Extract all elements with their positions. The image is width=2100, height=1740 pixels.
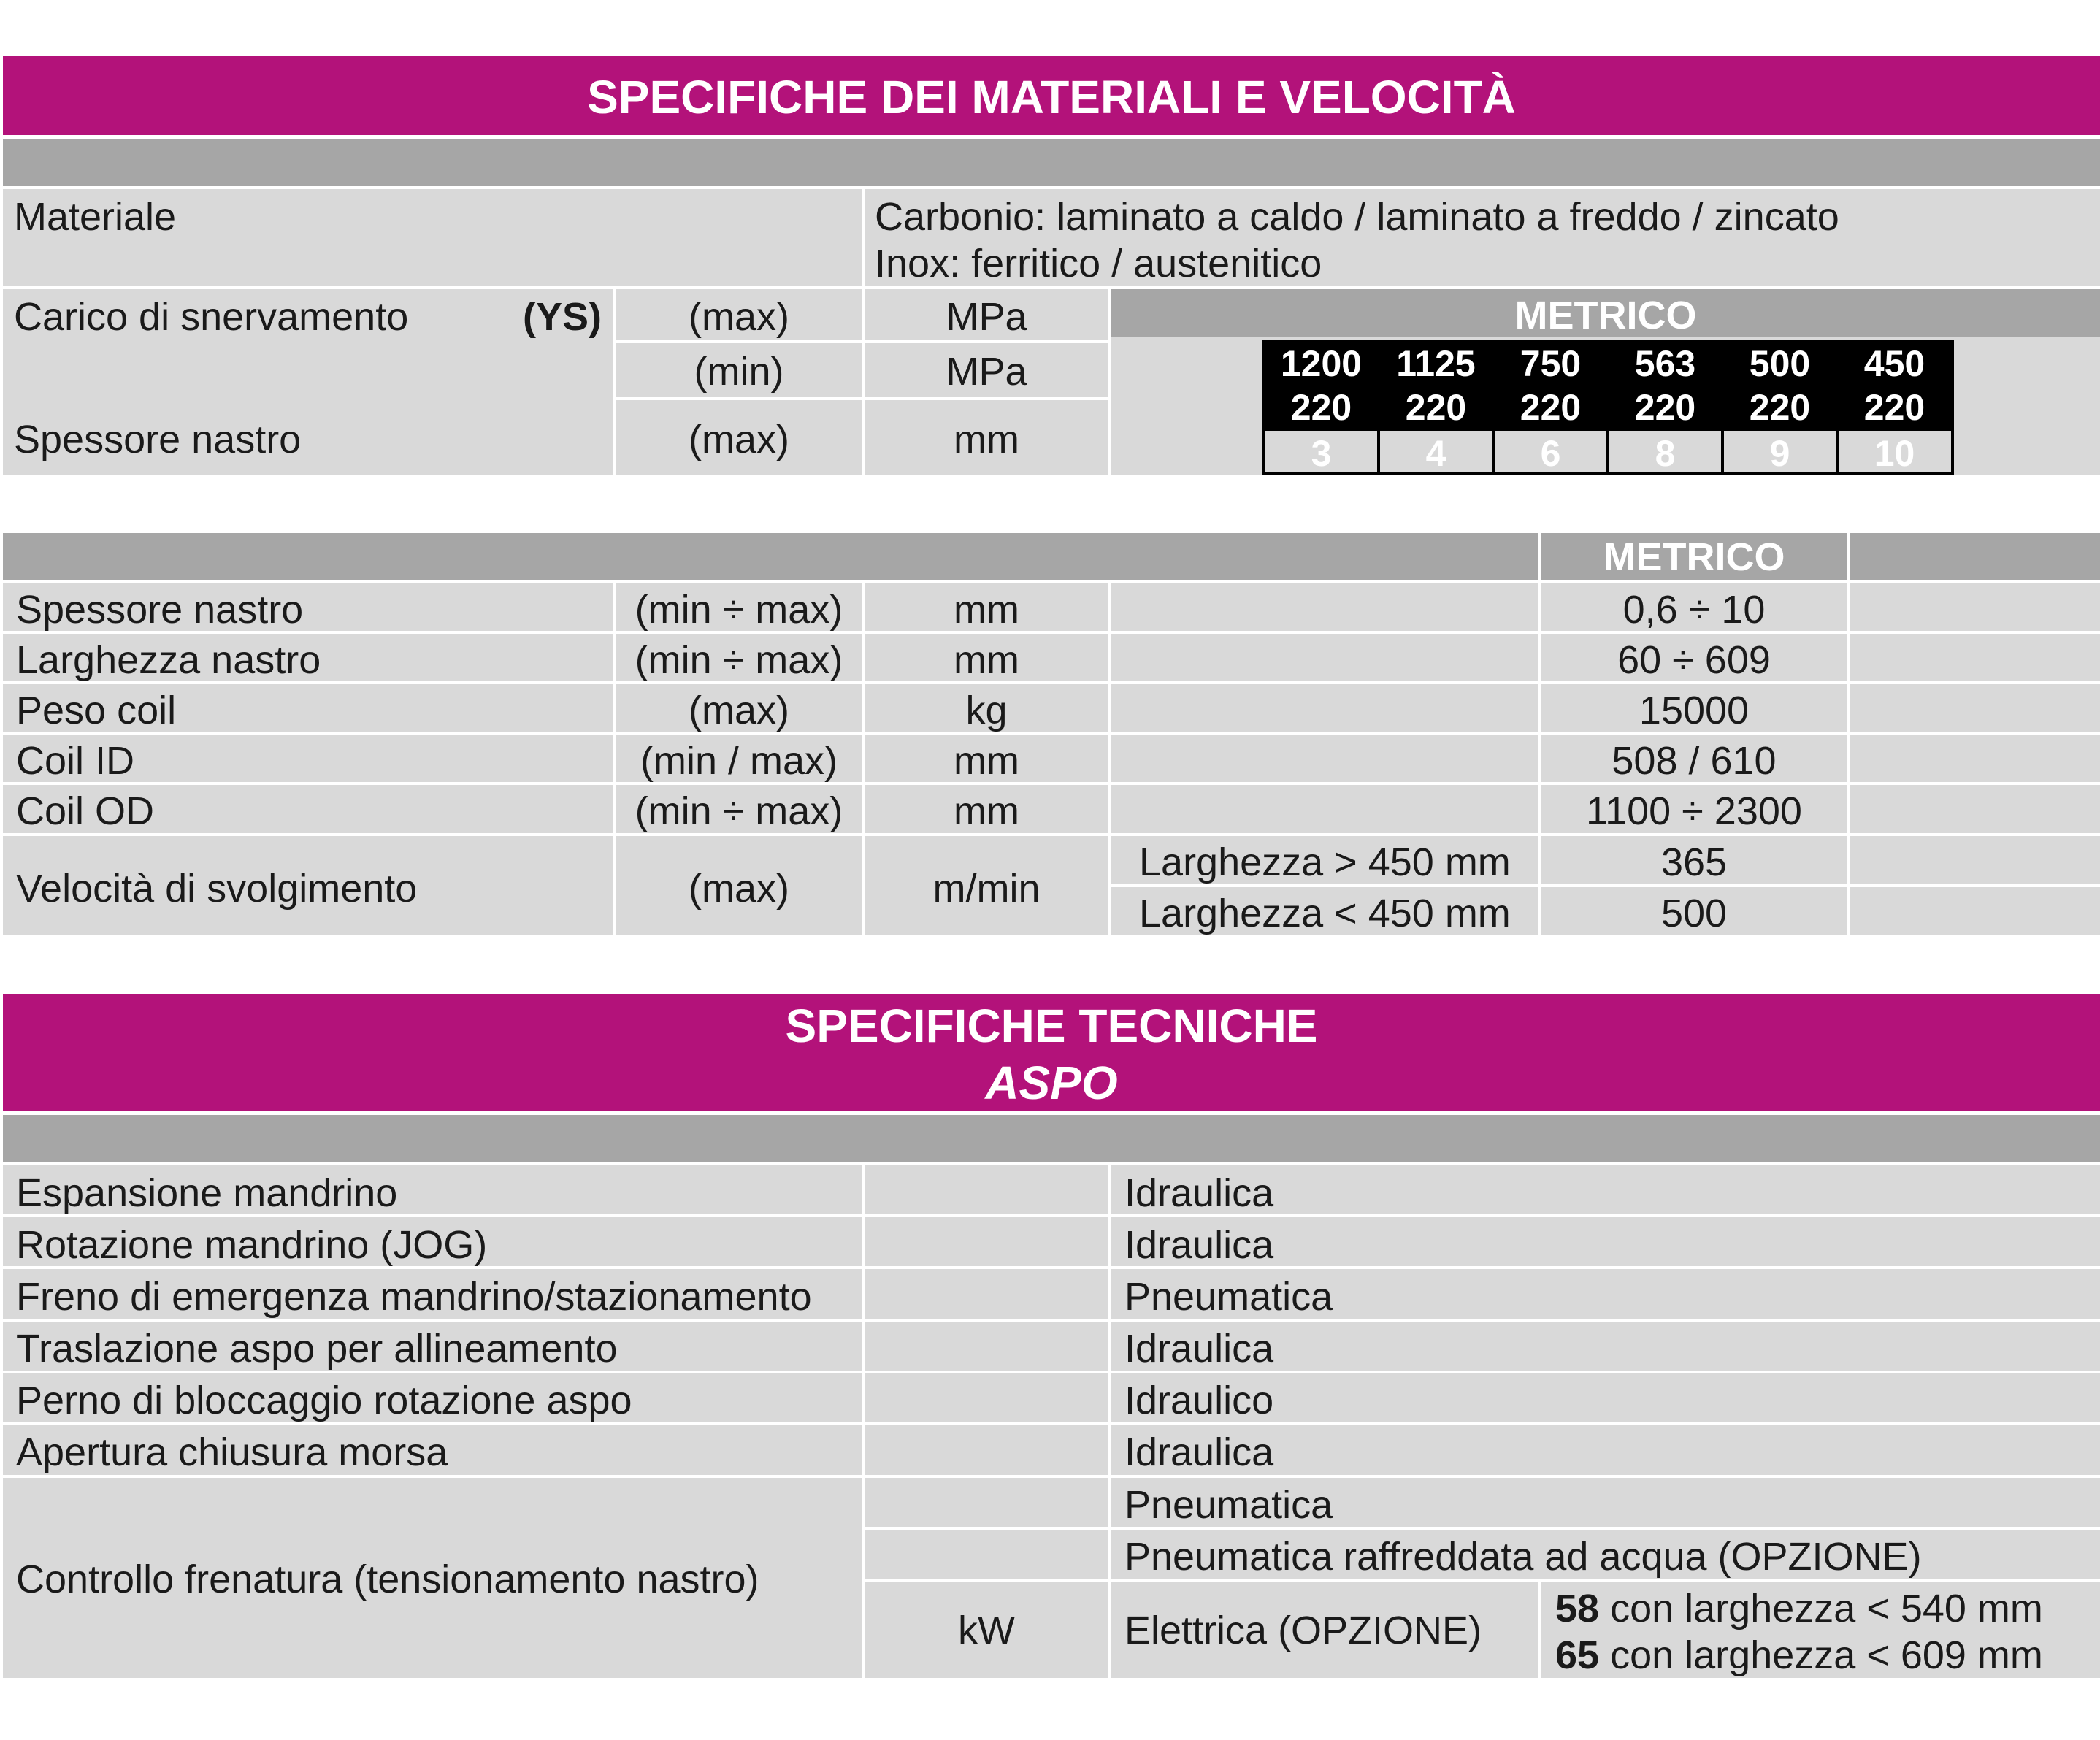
carico-max: (max) xyxy=(689,295,789,339)
frenatura-unit-cell xyxy=(865,1530,1108,1579)
ys-max-value: 1125 xyxy=(1396,343,1476,384)
frenatura-unit-cell xyxy=(865,1478,1108,1527)
carico-code: (YS) xyxy=(523,295,602,339)
section3-title: SPECIFICHE TECNICHE xyxy=(785,1000,1318,1052)
spec-unit: mm xyxy=(954,739,1019,783)
row-bg xyxy=(865,1373,1108,1422)
frenatura-opt2: Pneumatica raffreddata ad acqua (OPZIONE) xyxy=(1124,1535,1922,1579)
row-bg xyxy=(1850,684,2100,732)
velocita-cond1: Larghezza > 450 mm xyxy=(1139,840,1511,884)
section3-subtitle: ASPO xyxy=(985,1057,1118,1109)
tech-value: Idraulica xyxy=(1124,1327,1274,1371)
mpa-min: MPa xyxy=(946,350,1027,394)
spec-unit: mm xyxy=(954,789,1019,833)
spec-qual: (min ÷ max) xyxy=(635,638,843,682)
materiale-label: Materiale xyxy=(14,195,177,239)
velocita-label: Velocità di svolgimento xyxy=(16,867,418,911)
row-bg xyxy=(865,1322,1108,1371)
metrico-header-1: METRICO xyxy=(1514,294,1697,337)
spec-label: Larghezza nastro xyxy=(16,638,321,682)
thickness-value: 10 xyxy=(1874,433,1915,474)
spec-label: Coil OD xyxy=(16,789,155,833)
spec-value: 60 ÷ 609 xyxy=(1617,638,1771,682)
frenatura-power2 xyxy=(1555,1633,2043,1677)
thickness-value: 6 xyxy=(1540,433,1561,474)
tech-value: Idraulica xyxy=(1124,1430,1274,1474)
spec-value: 15000 xyxy=(1639,689,1750,732)
spec-qual: (max) xyxy=(689,689,789,732)
row-bg xyxy=(865,1425,1108,1475)
row-bg xyxy=(1850,634,2100,681)
thickness-value: 4 xyxy=(1425,433,1446,474)
velocita-cond2: Larghezza < 450 mm xyxy=(1139,892,1511,935)
thickness-divider xyxy=(1492,431,1495,472)
thickness-divider xyxy=(1721,431,1724,472)
thickness-value: 3 xyxy=(1311,433,1332,474)
power2-value: 65 xyxy=(1555,1633,1600,1677)
frenatura-power1 xyxy=(1555,1589,2043,1628)
velocita-val2: 500 xyxy=(1660,892,1728,935)
ys-max-value: 750 xyxy=(1520,343,1582,384)
tech-label: Espansione mandrino xyxy=(16,1171,398,1215)
header-divider xyxy=(1538,533,1541,580)
ys-min-value: 220 xyxy=(1405,387,1467,428)
thickness-value: 8 xyxy=(1655,433,1676,474)
thickness-value: 9 xyxy=(1769,433,1790,474)
carico-label: Carico di snervamento xyxy=(14,295,409,339)
thickness-divider xyxy=(1606,431,1609,472)
ys-min-value: 220 xyxy=(1634,387,1696,428)
tech-value: Idraulico xyxy=(1124,1379,1274,1422)
spessore-unit: mm xyxy=(954,418,1019,461)
row-bg xyxy=(1111,785,1538,833)
tech-label: Apertura chiusura morsa xyxy=(16,1430,448,1474)
spec-qual: (min ÷ max) xyxy=(635,789,843,833)
ys-min-value: 220 xyxy=(1863,387,1925,428)
velocita-extra-cell xyxy=(1850,836,2100,884)
ys-min-value: 220 xyxy=(1520,387,1582,428)
mpa-max: MPa xyxy=(946,295,1027,339)
tech-value: Pneumatica xyxy=(1124,1275,1333,1319)
section1-gray-bar xyxy=(3,139,2100,186)
row-bg xyxy=(865,1165,1108,1214)
tech-label: Rotazione mandrino (JOG) xyxy=(16,1223,488,1267)
row-bg xyxy=(1111,583,1538,631)
spec-qual: (min ÷ max) xyxy=(635,588,843,632)
row-bg xyxy=(865,1269,1108,1319)
ys-max-value: 450 xyxy=(1863,343,1925,384)
frenatura-unit: kW xyxy=(958,1609,1015,1652)
tech-label: Freno di emergenza mandrino/stazionamento xyxy=(16,1275,812,1319)
materiale-value-line1: Carbonio: laminato a caldo / laminato a freddo / zincato xyxy=(875,195,1839,239)
spessore-qual: (max) xyxy=(689,418,789,461)
row-bg xyxy=(865,1217,1108,1266)
spec-value: 1100 ÷ 2300 xyxy=(1586,789,1802,833)
spessore-label: Spessore nastro xyxy=(14,418,302,461)
ys-min-value: 220 xyxy=(1749,387,1811,428)
tech-value: Idraulica xyxy=(1124,1223,1274,1267)
tech-label: Traslazione aspo per allineamento xyxy=(16,1327,618,1371)
spec-label: Coil ID xyxy=(16,739,135,783)
ys-max-value: 500 xyxy=(1749,343,1811,384)
power1-value: 58 xyxy=(1555,1587,1600,1630)
row-bg xyxy=(1111,634,1538,681)
section3-gray-bar xyxy=(3,1115,2100,1162)
spec-label: Spessore nastro xyxy=(16,588,304,632)
thickness-divider xyxy=(1836,431,1839,472)
tech-value: Idraulica xyxy=(1124,1171,1274,1215)
velocita-unit: m/min xyxy=(932,867,1041,911)
tech-label: Perno di bloccaggio rotazione aspo xyxy=(16,1379,632,1422)
thickness-divider xyxy=(1377,431,1380,472)
spec-value: 0,6 ÷ 10 xyxy=(1622,588,1766,632)
carico-min: (min) xyxy=(694,350,784,394)
frenatura-opt3: Elettrica (OPZIONE) xyxy=(1124,1609,1482,1652)
frenatura-label: Controllo frenatura (tensionamento nastro) xyxy=(16,1557,759,1601)
spec-unit: mm xyxy=(954,638,1019,682)
velocita-val1: 365 xyxy=(1660,840,1728,884)
spec-qual: (min / max) xyxy=(640,739,838,783)
velocita-extra-cell xyxy=(1850,887,2100,935)
materiale-value-line2: Inox: ferritico / austenitico xyxy=(875,242,1322,285)
ys-max-value: 1200 xyxy=(1280,343,1363,384)
spec-label: Peso coil xyxy=(16,689,177,732)
power1-text: con larghezza < 540 mm xyxy=(1599,1587,2043,1630)
row-bg xyxy=(1850,785,2100,833)
ys-max-value: 563 xyxy=(1634,343,1696,384)
spec-unit: kg xyxy=(965,689,1008,732)
spec-value: 508 / 610 xyxy=(1612,739,1777,783)
header-divider xyxy=(1847,533,1850,580)
section1-title: SPECIFICHE DEI MATERIALI E VELOCITÀ xyxy=(587,71,1516,123)
spec-unit: mm xyxy=(954,588,1019,632)
row-bg xyxy=(1111,684,1538,732)
ys-min-value: 220 xyxy=(1290,387,1352,428)
row-bg xyxy=(1850,735,2100,782)
frenatura-opt1: Pneumatica xyxy=(1124,1483,1333,1527)
row-bg xyxy=(1111,735,1538,782)
power2-text: con larghezza < 609 mm xyxy=(1599,1633,2043,1677)
row-bg xyxy=(1850,583,2100,631)
metrico-header-2: METRICO xyxy=(1603,535,1785,579)
velocita-qual: (max) xyxy=(689,867,789,911)
